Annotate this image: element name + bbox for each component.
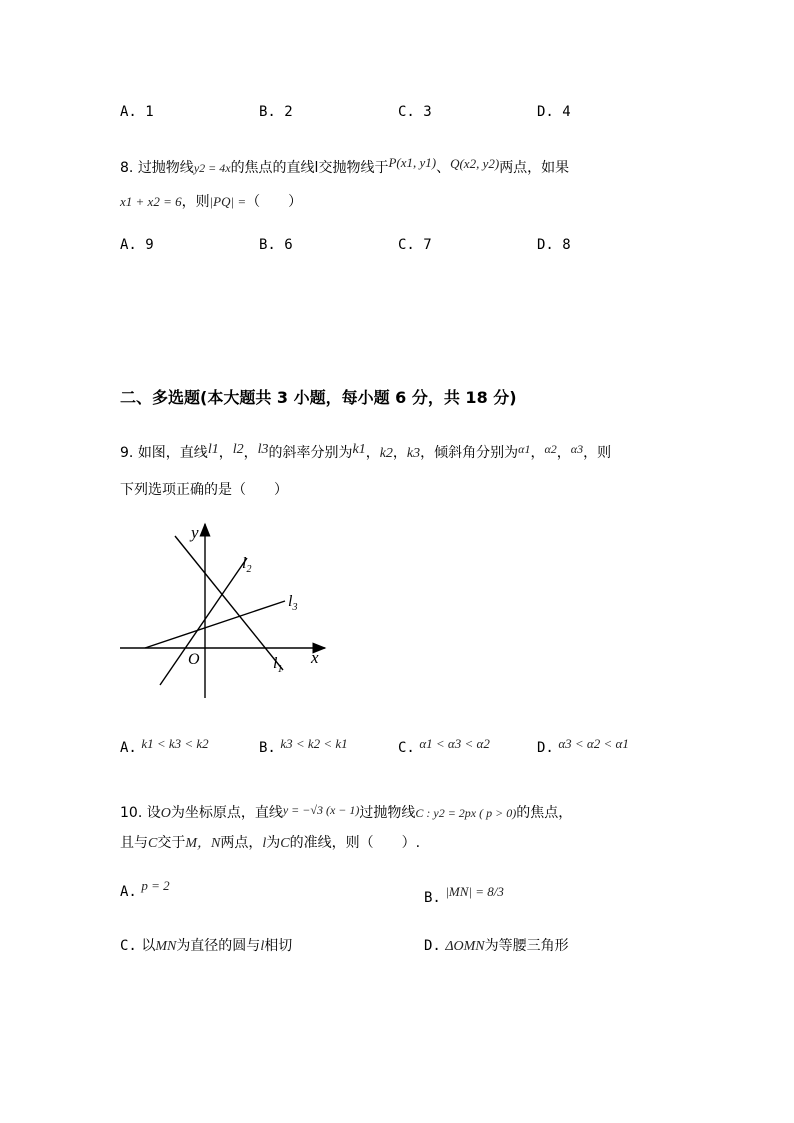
q9-option-c-label: C. xyxy=(398,740,415,756)
label-l1: $l_1$ xyxy=(273,655,283,675)
q9-option-b xyxy=(259,736,348,756)
q10-mn: M，N xyxy=(185,836,221,851)
q10-option-d-label: D. xyxy=(424,938,441,954)
q10-c2: C xyxy=(280,836,290,851)
label-y: y xyxy=(191,523,199,542)
q10-text-7: 两点， xyxy=(220,835,263,851)
q9-text-2: 的斜率分别为 xyxy=(268,445,353,461)
label-l3: $l_3$ xyxy=(288,593,298,613)
q10-option-c-mn: MN xyxy=(155,939,177,954)
q9-text-3: ，倾斜角分别为 xyxy=(420,445,519,461)
q9-stem-line2: 下列选项正确的是（ ） xyxy=(120,482,288,498)
q9-option-d xyxy=(537,736,629,756)
q9-option-a xyxy=(120,736,209,756)
q10-option-c-text-2: 为直径的圆与 xyxy=(176,938,261,954)
q9-text-4: ，则 xyxy=(583,445,612,461)
q8-point-p: P(x1, y1) xyxy=(388,155,437,170)
q9-l2: l2 xyxy=(232,442,244,457)
q10-text-4: 的焦点， xyxy=(516,805,573,821)
q7-option-a: A. 1 xyxy=(120,104,154,120)
q9-figure-lines xyxy=(115,518,335,703)
q10-c: C xyxy=(148,836,158,851)
q9-option-d-expr: α3 < α2 < α1 xyxy=(558,736,629,751)
label-l2: $l_2$ xyxy=(242,555,252,575)
q8-stem-line2 xyxy=(120,191,302,211)
q9-a2: α2 xyxy=(544,442,557,456)
q10-text-6: 交于 xyxy=(157,835,186,851)
q8-answer-blank: （ ） xyxy=(246,194,303,210)
q10-text-3: 过抛物线 xyxy=(359,805,416,821)
q9-option-c-expr: α1 < α3 < α2 xyxy=(419,736,490,751)
q10-option-c-text-1: 以 xyxy=(141,938,156,954)
q9-option-d-label: D. xyxy=(537,740,554,756)
q9-l3: l3 xyxy=(257,442,269,457)
q7-option-b: B. 2 xyxy=(259,104,293,120)
q10-l: l xyxy=(262,836,267,851)
q7-option-d: D. 4 xyxy=(537,104,571,120)
q10-option-a-label: A. xyxy=(120,884,137,900)
q10-option-b xyxy=(424,884,504,906)
q10-number: 10. xyxy=(120,805,143,821)
q10-option-d-text: 为等腰三角形 xyxy=(484,938,569,954)
q8-text-4: ，则 xyxy=(181,194,210,210)
q8-parabola-eq: y2 = 4x xyxy=(193,161,231,175)
q8-condition: x1 + x2 = 6 xyxy=(120,194,182,209)
q8-stem-line1 xyxy=(120,157,569,177)
line-l1 xyxy=(175,536,283,670)
q8-text-3: 两点，如果 xyxy=(499,160,570,176)
q8-option-c: C. 7 xyxy=(398,237,432,253)
q10-option-a-expr: p = 2 xyxy=(141,878,170,893)
q8-text-2: 的焦点的直线l交抛物线于 xyxy=(230,160,389,176)
q9-k3: k3 xyxy=(406,446,421,461)
q9-k1: k1 xyxy=(352,442,366,457)
q10-text-1: 设 xyxy=(146,805,161,821)
q8-text-1: 过抛物线 xyxy=(137,160,194,176)
q9-a1: α1 xyxy=(518,442,531,456)
q10-line-eq: y = −√3 (x − 1) xyxy=(282,803,360,817)
q10-text-5: 且与 xyxy=(120,835,148,851)
q7-option-c: C. 3 xyxy=(398,104,432,120)
q10-parabola-eq: C : y2 = 2px ( p > 0) xyxy=(415,806,517,820)
q9-option-b-label: B. xyxy=(259,740,276,756)
q10-stem-line2 xyxy=(120,832,420,852)
q9-a3: α3 xyxy=(570,442,584,456)
line-l2 xyxy=(160,558,247,685)
q8-separator: 、 xyxy=(436,160,451,176)
label-origin: O xyxy=(188,651,200,668)
q9-number: 9. xyxy=(120,445,134,461)
q8-option-b: B. 6 xyxy=(259,237,293,253)
q8-option-d: D. 8 xyxy=(537,237,571,253)
q9-stem-line1: 9. 如图，直线l1，l2，l3的斜率分别为k1，k2，k3，倾斜角分别为α1，α2，α3，则 xyxy=(120,442,612,461)
q10-option-b-label: B. xyxy=(424,890,441,906)
q10-option-b-expr: |MN| = 8/3 xyxy=(445,884,504,899)
q9-option-b-expr: k3 < k2 < k1 xyxy=(280,736,348,751)
q10-option-c-l: l xyxy=(260,939,265,954)
q9-l1: l1 xyxy=(207,442,219,457)
q9-text-1: 如图，直线 xyxy=(137,445,208,461)
q10-origin: O xyxy=(160,806,171,821)
q10-option-d-expr: ΔOMN xyxy=(445,939,485,954)
q8-pq: |PQ| = xyxy=(209,194,247,209)
q10-option-d xyxy=(424,935,569,955)
q10-option-c-text-3: 相切 xyxy=(264,938,293,954)
q8-point-q: Q(x2, y2) xyxy=(450,156,500,171)
label-x: x xyxy=(311,648,319,667)
q10-text-8: 为 xyxy=(266,835,281,851)
q9-k2: k2 xyxy=(379,446,393,461)
q10-option-a xyxy=(120,878,170,900)
q9-option-a-label: A. xyxy=(120,740,137,756)
q10-option-c xyxy=(120,935,292,955)
q9-option-c xyxy=(398,736,490,756)
q10-text-2: 为坐标原点，直线 xyxy=(170,805,283,821)
q10-text-9: 的准线，则（ ）. xyxy=(289,835,421,851)
q8-number: 8. xyxy=(120,160,134,176)
q9-option-a-expr: k1 < k3 < k2 xyxy=(141,736,209,751)
q8-option-a: A. 9 xyxy=(120,237,154,253)
q10-stem-line1 xyxy=(120,802,572,822)
q10-option-c-label: C. xyxy=(120,938,137,954)
line-l3 xyxy=(145,601,285,648)
section-heading-multiple-choice: 二、多选题(本大题共 3 小题，每小题 6 分，共 18 分) xyxy=(120,388,517,407)
